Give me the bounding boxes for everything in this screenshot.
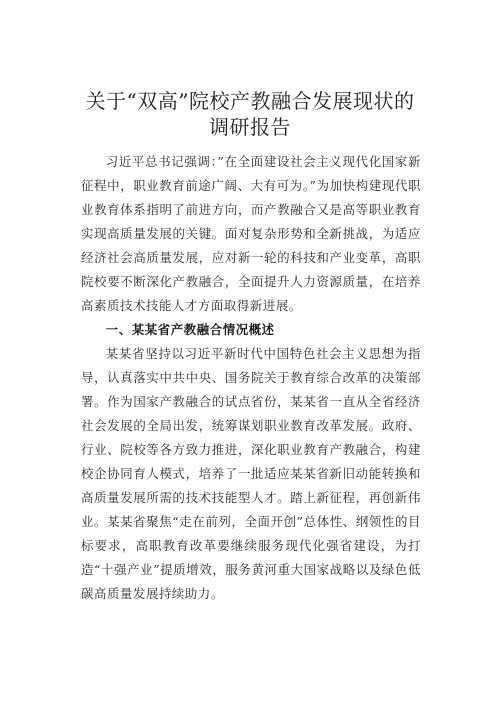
document-title-line-1: 关于“双高”院校产教融合发展现状的 — [85, 89, 415, 113]
section-1-paragraph: 某某省坚持以习近平新时代中国特色社会主义思想为指导，认真落实中共中央、国务院关于教育综合改革的决策部署。作为国家产教融合的试点省份，某某省一直从全省经济社会发展的全局出发，统筹谋划职业教育改革发展。政府、行业、院校等各方致力推进，深化职业教育产教融合，构建校企协同育人模式，培养了一批适应某某省新旧动能转换和高质量发展所需的技术技能型人才。踏上新征程，再创新伟业。某某省聚焦“走在前列，全面开创”总体性、纲领性的目标要求，高职教育改革要继续服务现代化强省建设，为打造“十强产业”提质增效，服务黄河重大国家战略以及绿色低碳高质量发展持续助力。 — [81, 346, 421, 601]
document-title — [80, 88, 420, 140]
intro-paragraph: 习近平总书记强调：”在全面建设社会主义现代化国家新征程中，职业教育前途广阔、大有可为。”为加快构建现代职业教育体系指明了前进方向，而产教融合又是高等职业教育实现高质量发展的关键。面对复杂形势和全新挑战，为适应经济社会高质量发展，应对新一轮的科技和产业变革，高职院校要不断深化产教融合，全面提升人力资源质量，在培养高素质技术技能人才方面取得新进展。 — [81, 154, 421, 313]
section-1-heading: 一、某某省产教融合情况概述 — [105, 322, 275, 337]
document-title-line-2: 调研报告 — [209, 115, 291, 139]
document-body — [81, 150, 421, 606]
